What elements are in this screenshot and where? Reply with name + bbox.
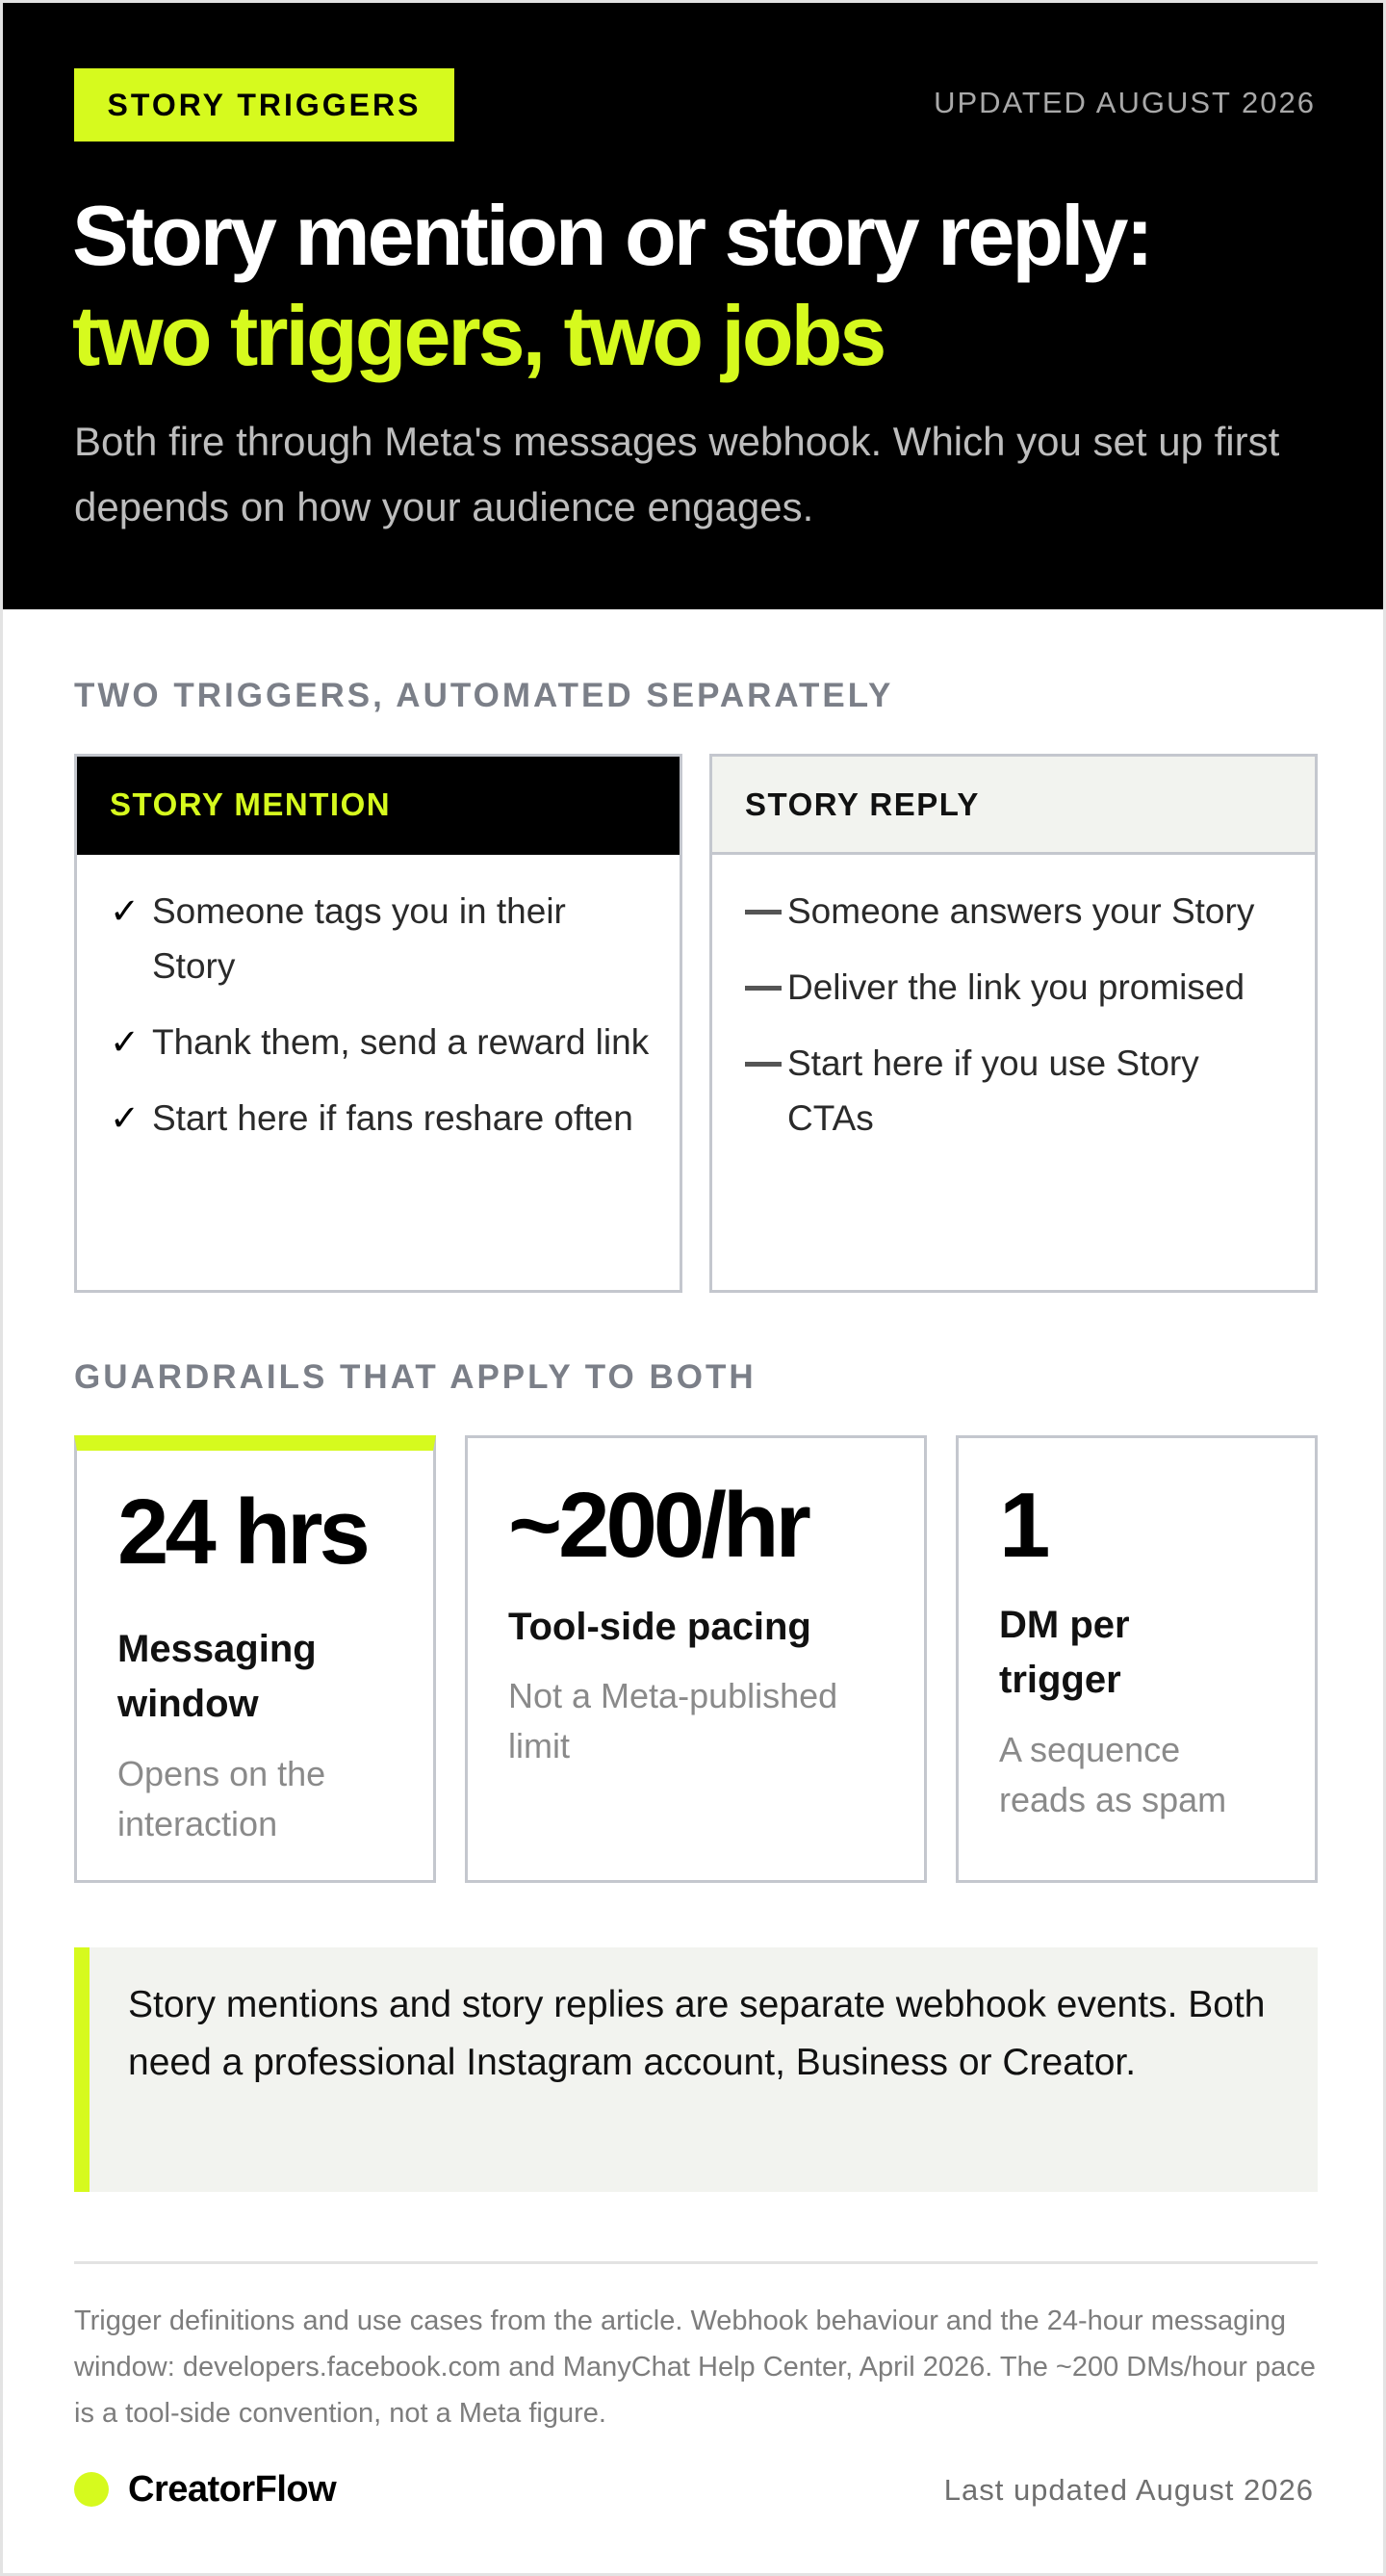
brand-logo — [74, 2467, 336, 2512]
stat-subtext: A sequence reads as spam — [999, 1730, 1227, 1819]
brand-dot-icon — [74, 2472, 109, 2507]
stat-value: ~200/hr — [508, 1474, 808, 1577]
stat-subtext: Not a Meta-published limit — [508, 1676, 838, 1765]
dash-icon — [745, 986, 782, 991]
list-item — [110, 884, 651, 993]
guardrails-section-title: GUARDRAILS THAT APPLY TO BOTH — [74, 1358, 757, 1396]
story-reply-header: STORY REPLY — [712, 757, 1315, 855]
dash-icon — [745, 910, 782, 914]
stat-card-messaging-window — [74, 1435, 436, 1883]
title-line-2: two triggers, two jobs — [72, 288, 885, 383]
title-line-1: Story mention or story reply: — [72, 188, 1151, 283]
callout-text: Story mentions and story replies are separate webhook events. Both need a professional Instagram account, Business or Creator. — [128, 1984, 1266, 2083]
check-icon: ✓ — [110, 1022, 141, 1062]
hero-lede: Both fire through Meta's messages webhook. Which you set up first depends on how your audience engages. — [74, 419, 1280, 529]
list-item — [745, 884, 1286, 939]
story-mention-card — [74, 754, 682, 1293]
story-mention-list — [77, 855, 680, 1146]
stat-label: Messaging window — [117, 1628, 317, 1725]
triggers-section-title: TWO TRIGGERS, AUTOMATED SEPARATELY — [74, 677, 894, 714]
story-reply-card — [709, 754, 1318, 1293]
last-updated: Last updated August 2026 — [943, 2473, 1314, 2507]
list-item — [110, 1091, 651, 1146]
footer-divider — [74, 2261, 1318, 2264]
list-item-text: Deliver the link you promised — [787, 967, 1245, 1007]
stat-value: 1 — [999, 1474, 1047, 1577]
list-item-text: Start here if you use Story CTAs — [787, 1043, 1199, 1138]
callout-box — [74, 1947, 1318, 2192]
stat-subtext: Opens on the interaction — [117, 1754, 326, 1843]
story-reply-list — [712, 855, 1315, 1146]
story-mention-header: STORY MENTION — [77, 757, 680, 855]
list-item — [745, 960, 1286, 1015]
page-title — [72, 186, 1323, 386]
category-badge: STORY TRIGGERS — [74, 68, 454, 142]
stat-value: 24 hrs — [117, 1481, 367, 1584]
list-item-text: Start here if fans reshare often — [152, 1098, 633, 1138]
list-item-text: Someone tags you in their Story — [152, 891, 566, 986]
list-item — [110, 1015, 651, 1069]
source-note: Trigger definitions and use cases from the article. Webhook behaviour and the 24-hour messaging window: developers.facebook.com and ManyChat Help Center, April 2026. The ~200 DMs/hour pace is a tool-side convention, not a Meta figure. — [74, 2306, 1316, 2429]
stat-label: Tool-side pacing — [508, 1606, 811, 1648]
stat-label: DM per trigger — [999, 1604, 1130, 1701]
list-item — [745, 1036, 1286, 1146]
stat-card-dm-per-trigger — [956, 1435, 1318, 1883]
stat-card-tool-pacing — [465, 1435, 927, 1883]
brand-name: CreatorFlow — [128, 2468, 337, 2510]
check-icon: ✓ — [110, 1098, 141, 1138]
list-item-text: Someone answers your Story — [787, 891, 1255, 931]
check-icon: ✓ — [110, 891, 141, 931]
dash-icon — [745, 1062, 782, 1067]
list-item-text: Thank them, send a reward link — [152, 1022, 650, 1062]
hero-banner — [3, 3, 1383, 609]
updated-date: UPDATED AUGUST 2026 — [934, 86, 1316, 119]
